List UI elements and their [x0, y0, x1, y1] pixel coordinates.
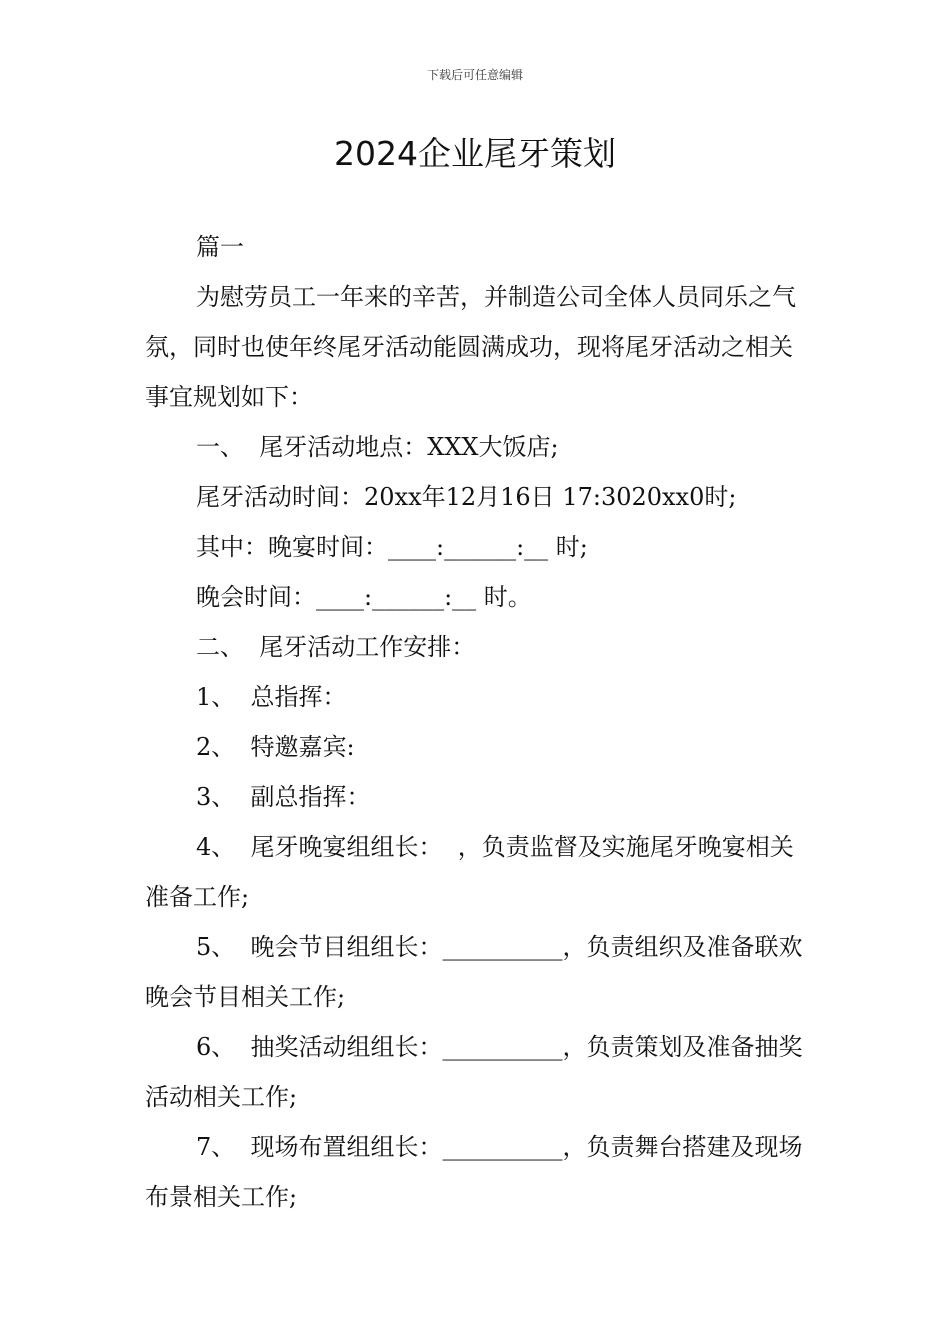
- document-title: 2024企业尾牙策划: [334, 134, 616, 173]
- item-time: 尾牙活动时间：20xx年12月16日 17:3020xx0时;: [196, 483, 737, 511]
- list-item: 1、 总指挥：: [196, 683, 347, 711]
- list-item: 2、 特邀嘉宾:: [196, 733, 355, 761]
- list-item: 5、 晚会节目组组长：__________，负责组织及准备联欢晚会节目相关工作;: [145, 933, 803, 1011]
- list-item: 6、 抽奖活动组组长：__________，负责策划及准备抽奖活动相关工作;: [145, 1033, 803, 1111]
- item-work-arrangement: 二、 尾牙活动工作安排：: [196, 633, 476, 661]
- header-note: 下载后可任意编辑: [426, 68, 523, 82]
- list-item: 7、 现场布置组组长：__________，负责舞台搭建及现场布景相关工作;: [145, 1133, 803, 1211]
- list-item: 4、 尾牙晚宴组组长： ，负责监督及实施尾牙晚宴相关准备工作;: [145, 833, 794, 911]
- section-heading: 篇一: [196, 233, 244, 261]
- item-party-time: 晚会时间：____:______:__ 时。: [196, 583, 532, 611]
- intro-paragraph: 为慰劳员工一年来的辛苦，并制造公司全体人员同乐之气氛，同时也使年终尾牙活动能圆满成功，现将尾牙活动之相关事宜规划如下：: [145, 283, 796, 411]
- document-body: [145, 222, 807, 1222]
- item-banquet-time: 其中：晚宴时间：____:______:__ 时;: [196, 533, 588, 561]
- item-location: 一、 尾牙活动地点：XXX大饭店;: [196, 433, 559, 461]
- list-item: 3、 副总指挥：: [196, 783, 371, 811]
